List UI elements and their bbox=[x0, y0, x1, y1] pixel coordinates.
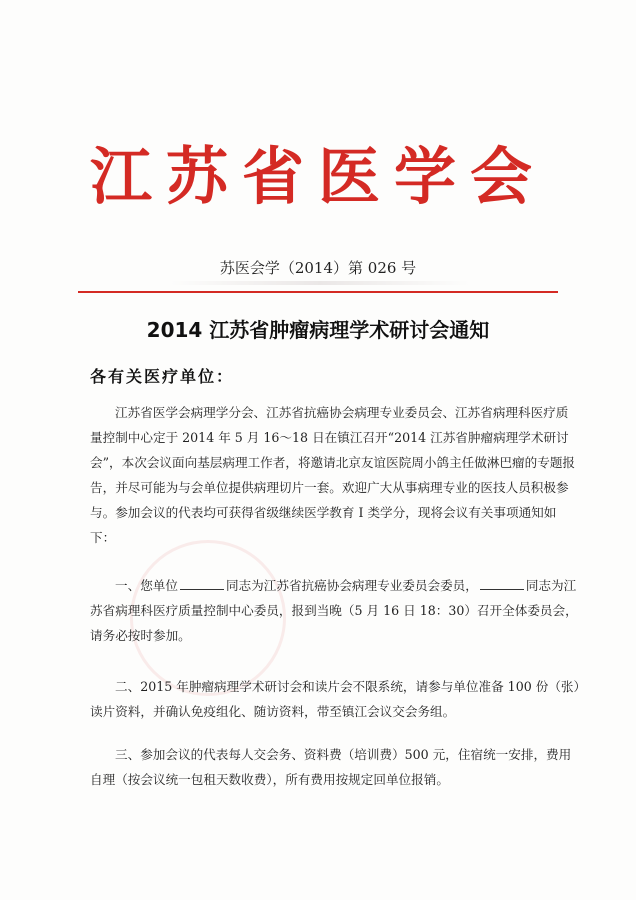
item-three-paragraph: 三、参加会议的代表每人交会务、资料费（培训费）500 元，住宿统一安排，费用自理（按会议统一包租天数收费），所有费用按规定回单位报销。 bbox=[90, 747, 572, 787]
item-one-paragraph bbox=[90, 573, 580, 648]
faint-bleedthrough-line bbox=[170, 281, 470, 285]
item-one-part-c: 同志为江苏省病理科医疗质量控制中心委员，报到当晚（5 月 16 日 18：30）召开全体委员会，请务必按时参加。 bbox=[90, 578, 578, 643]
notice-title: 2014 江苏省肿瘤病理学术研讨会通知 bbox=[146, 318, 490, 342]
salutation: 各有关医疗单位： bbox=[90, 367, 235, 386]
organization-title: 江苏省医学会 bbox=[89, 140, 546, 213]
document-number: 苏医会学（2014）第 026 号 bbox=[219, 259, 417, 277]
blank-underline bbox=[180, 577, 224, 590]
intro-paragraph: 江苏省医学会病理学分会、江苏省抗癌协会病理专业委员会、江苏省病理科医疗质量控制中心定于 2014 年 5 月 16～18 日在镇江召开“2014 江苏省肿瘤病理学术研讨会”，本次会议面向基层病理工作者，将邀请北京友谊医院周小鸽主任做淋巴瘤的专题报告，并尽可能为与会单位提供病理切片一套。欢迎广大从事病理专业的医技人员积极参与。参加会议的代表均可获得省级继续医学教育 I 类学分，现将会议有关事项通知如下： bbox=[90, 405, 576, 545]
item-one-part-b: 同志为江苏省抗癌协会病理专业委员会委员， bbox=[225, 578, 478, 593]
item-one-part-a: 一、您单位 bbox=[115, 578, 178, 593]
red-divider-rule bbox=[78, 291, 558, 293]
blank-underline bbox=[480, 577, 524, 590]
item-two-paragraph: 二、2015 年肿瘤病理学术研讨会和读片会不限系统，请参与单位准备 100 份（张）读片资料，并确认免疫组化、随访资料，带至镇江会议交会务组。 bbox=[90, 679, 580, 719]
